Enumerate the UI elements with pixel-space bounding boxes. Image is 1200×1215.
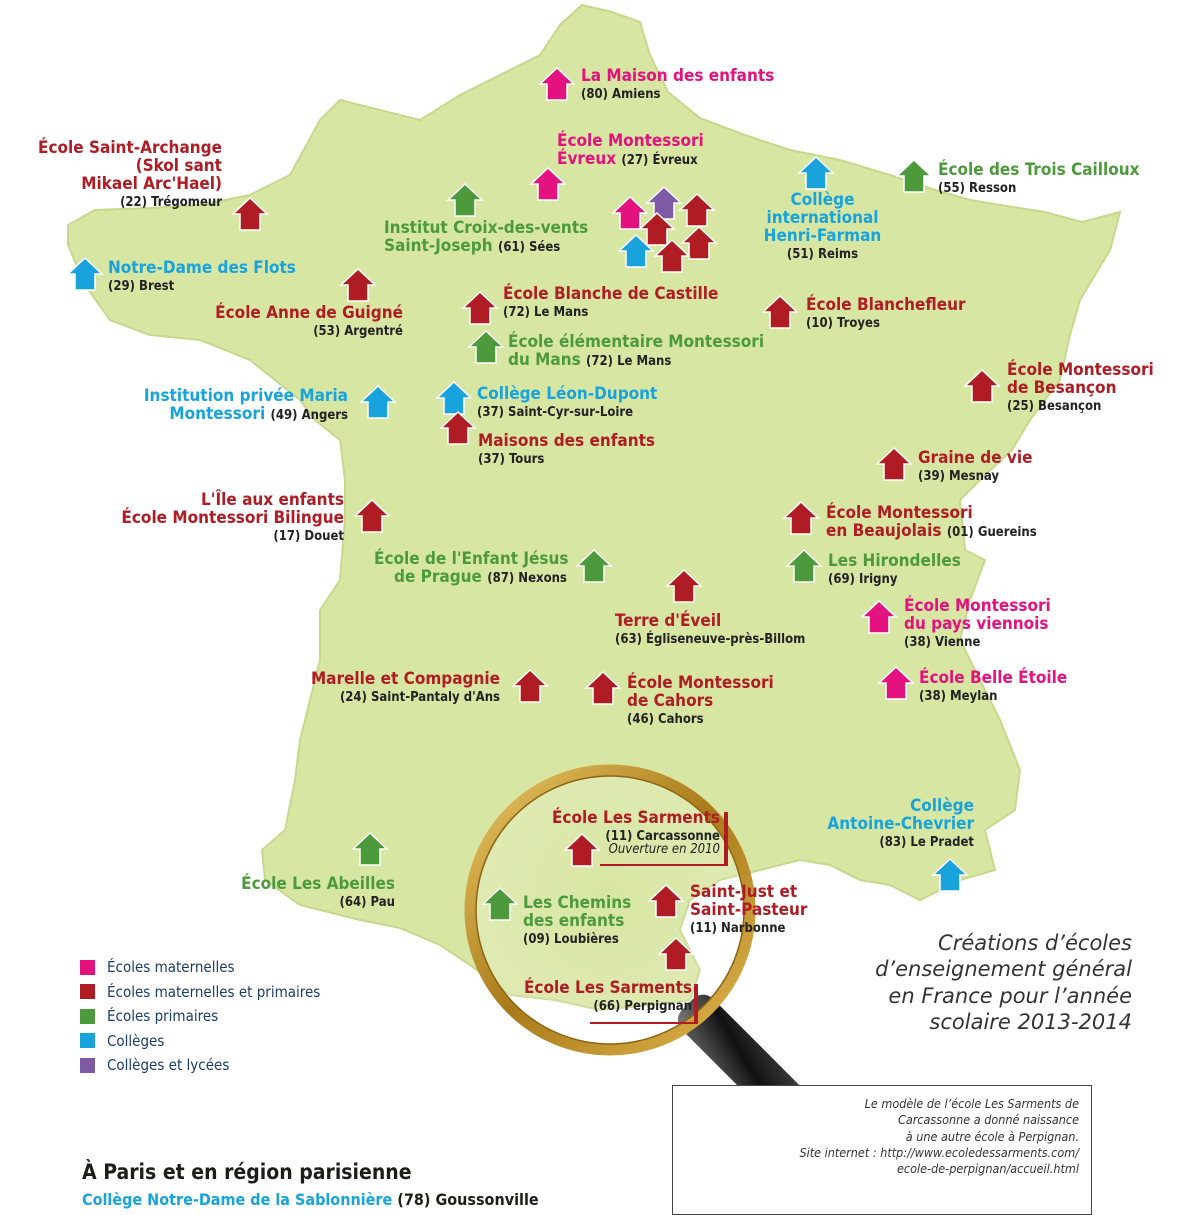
school-label-le-pradet[interactable]: Collège Antoine-Chevrier (83) Le Pradet	[827, 796, 974, 850]
map-legend	[80, 955, 320, 1078]
legend-item-maternelles	[80, 955, 320, 980]
paris-college[interactable]: Collège Notre-Dame de la Sablonnière (78) Goussonville	[82, 1190, 539, 1209]
school-label-amiens[interactable]: La Maison des enfants (80) Amiens	[581, 66, 775, 102]
legend-swatch	[80, 1009, 95, 1024]
legend-label: Collèges et lycées	[107, 1056, 230, 1075]
school-label-meylan[interactable]: École Belle Étoile (38) Meylan	[919, 668, 1068, 704]
school-label-perpignan[interactable]: École Les Sarments (66) Perpignan	[523, 978, 692, 1014]
school-label-tours[interactable]: Maisons des enfants (37) Tours	[478, 431, 656, 467]
legend-item-primaires	[80, 1004, 320, 1029]
school-label-carcassonne[interactable]: École Les Sarments (11) Carcassonne Ouverture en 2010	[551, 808, 720, 858]
school-label-resson[interactable]: École des Trois Cailloux (55) Resson	[938, 160, 1140, 196]
school-label-mesnay[interactable]: Graine de vie (39) Mesnay	[918, 448, 1033, 484]
school-label-sees[interactable]: Institut Croix-des-vents Saint-Joseph (61) Sées	[384, 218, 589, 256]
school-label-vienne[interactable]: École Montessori du pays viennois (38) Vienne	[904, 596, 1051, 650]
school-label-evreux[interactable]: École Montessori Évreux (27) Évreux	[557, 131, 704, 169]
school-label-nexons[interactable]: École de l'Enfant Jésus de Prague (87) Nexons	[374, 549, 569, 587]
legend-item-maternelles_primaires	[80, 980, 320, 1005]
school-label-loubieres[interactable]: Les Chemins des enfants (09) Loubières	[523, 893, 632, 947]
school-label-reims[interactable]: Collège international Henri-Farman (51) Reims	[763, 190, 882, 262]
school-label-guereins[interactable]: École Montessori en Beaujolais (01) Guereins	[826, 503, 1037, 541]
legend-item-colleges	[80, 1029, 320, 1054]
school-label-le-mans[interactable]: École Blanche de Castille (72) Le Mans	[503, 284, 719, 320]
legend-item-colleges_lycees	[80, 1053, 320, 1078]
school-label-egliseneuve[interactable]: Terre d'Éveil (63) Égliseneuve-près-Billom	[615, 611, 806, 647]
legend-swatch	[80, 1033, 95, 1048]
school-label-angers[interactable]: Institution privée Maria Montessori (49) Angers	[143, 386, 348, 424]
legend-label: Écoles maternelles	[107, 958, 235, 977]
legend-label: Écoles maternelles et primaires	[107, 982, 321, 1001]
school-label-narbonne[interactable]: Saint-Just et Saint-Pasteur (11) Narbonne	[690, 882, 808, 936]
sarments-note-box: Le modèle de l’école Les Sarments de Carcassonne a donné naissance à une autre école à Perpignan. Site internet : http://www.ecoledessarments.com/ ecole-de-perpignan/accueil.html	[672, 1085, 1092, 1215]
paris-heading: À Paris et en région parisienne	[82, 1160, 412, 1184]
school-label-saint-pantaly[interactable]: Marelle et Compagnie (24) Saint-Pantaly d'Ans	[310, 669, 500, 705]
school-label-pau[interactable]: École Les Abeilles (64) Pau	[241, 874, 395, 910]
map-caption: Créations d’écoles d’enseignement général en France pour l’année scolaire 2013-2014	[875, 931, 1132, 1034]
legend-swatch	[80, 984, 95, 999]
school-label-saint-cyr[interactable]: Collège Léon-Dupont (37) Saint-Cyr-sur-Loire	[477, 384, 658, 420]
school-label-le-mans-elementaire[interactable]: École élémentaire Montessori du Mans (72) Le Mans	[508, 332, 765, 370]
school-label-douet[interactable]: L'Île aux enfants École Montessori Bilingue (17) Douet	[121, 490, 344, 544]
legend-label: Collèges	[107, 1031, 165, 1050]
school-label-argentre[interactable]: École Anne de Guigné (53) Argentré	[215, 303, 403, 339]
school-label-besancon[interactable]: École Montessori de Besançon (25) Besançon	[1007, 360, 1154, 414]
legend-swatch	[80, 960, 95, 975]
legend-swatch	[80, 1058, 95, 1073]
school-label-troyes[interactable]: École Blanchefleur (10) Troyes	[806, 295, 966, 331]
school-label-cahors[interactable]: École Montessori de Cahors (46) Cahors	[627, 673, 774, 727]
school-label-tregomeur[interactable]: École Saint-Archange (Skol sant Mikael Arc'Hael) (22) Trégomeur	[38, 138, 222, 210]
school-label-irigny[interactable]: Les Hirondelles (69) Irigny	[828, 551, 961, 587]
legend-label: Écoles primaires	[107, 1007, 219, 1026]
school-label-brest[interactable]: Notre-Dame des Flots (29) Brest	[108, 258, 296, 294]
